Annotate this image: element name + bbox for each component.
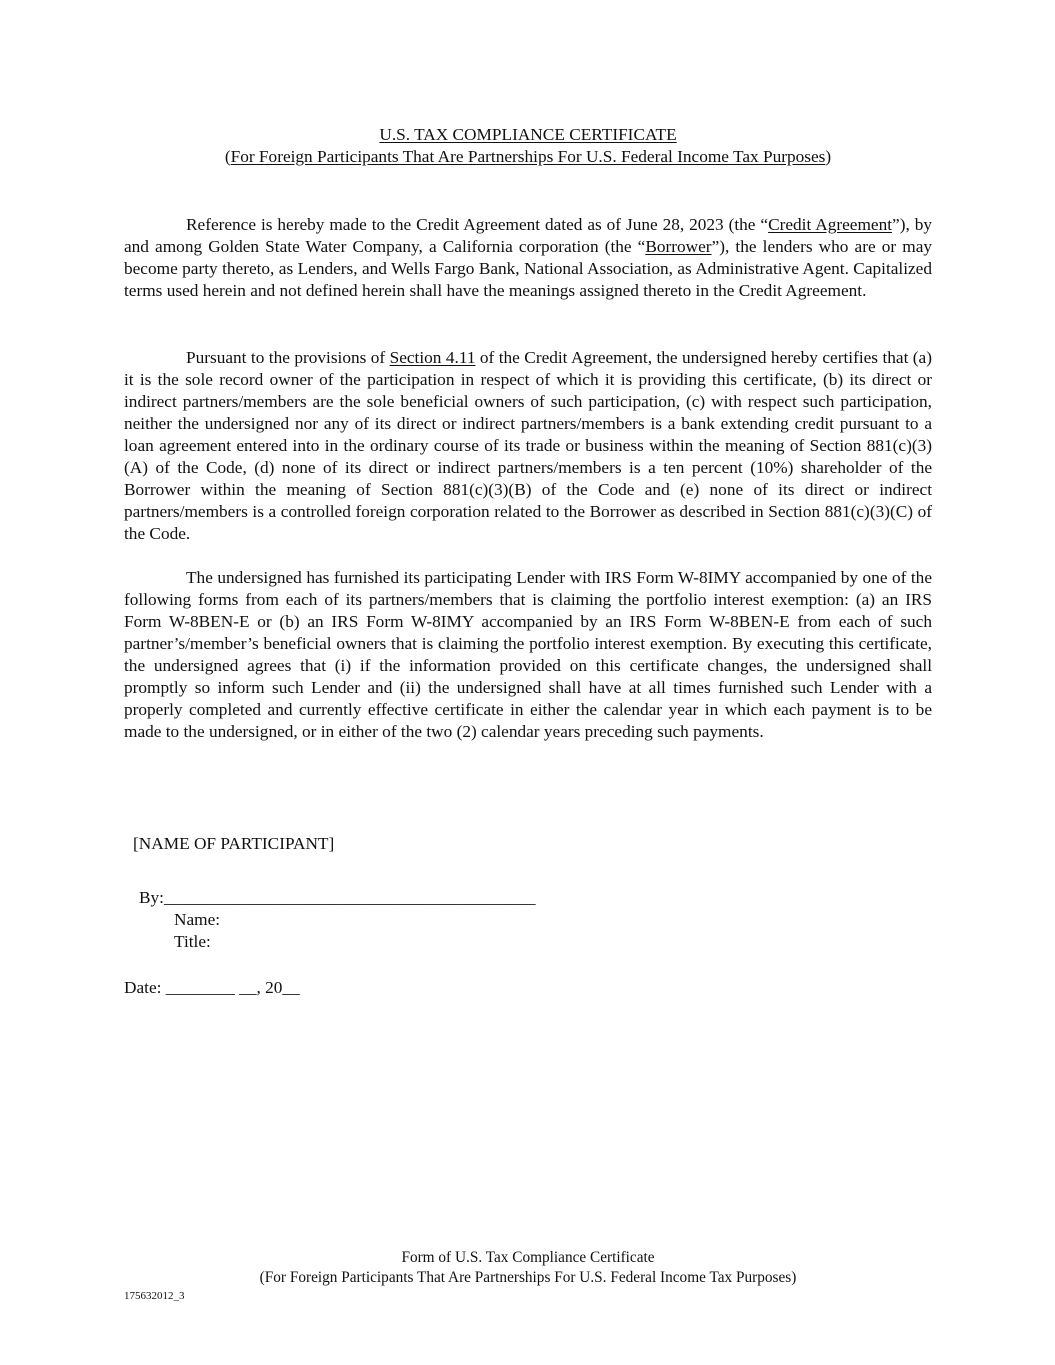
certificate-title — [124, 124, 932, 168]
paragraph-forms: The undersigned has furnished its participating Lender with IRS Form W-8IMY accompanied by one of the following forms from each of its partners/members that is claiming the portfolio interest exemption: (a) an IRS Form W-8BEN-E or (b) an IRS Form W-8IMY accompanied by an IRS Form W-8BEN-E from each of such partner’s/member’s beneficial owners that is claiming the portfolio interest exemption. By executing this certificate, the undersigned agrees that (i) if the information provided on this certificate changes, the undersigned shall promptly so inform such Lender and (ii) the undersigned shall have at all times furnished such Lender with a properly completed and currently effective certificate in either the calendar year in which each payment is to be made to the undersigned, or in either of the two (2) calendar years preceding such payments. — [124, 568, 932, 741]
title-line2-text: For Foreign Participants That Are Partnerships For U.S. Federal Income Tax Purposes — [230, 147, 826, 166]
document-number: 175632012_3 — [124, 1290, 185, 1302]
footer-line2: (For Foreign Participants That Are Partnerships For U.S. Federal Income Tax Purposes) — [259, 1269, 797, 1286]
page-footer — [124, 1248, 932, 1288]
credit-agreement-term: Credit Agreement — [768, 215, 893, 234]
footer-line1: Form of U.S. Tax Compliance Certificate — [401, 1249, 655, 1266]
signer-title-label: Title: — [174, 932, 211, 951]
title-line2: (For Foreign Participants That Are Partnerships For U.S. Federal Income Tax Purposes) — [224, 147, 832, 166]
signature-line: By:___________________________________________ — [139, 888, 536, 907]
borrower-term: Borrower — [645, 237, 712, 256]
paragraph-reference: Reference is hereby made to the Credit Agreement dated as of June 28, 2023 (the “Credit Agreement”), by and among Golden State Water Company, a California corporation (the “Borrower”), the lenders who are or may become party thereto, as Lenders, and Wells Fargo Bank, National Association, as Administrative Agent. Capitalized terms used herein and not defined herein shall have the meanings assigned thereto in the Credit Agreement. — [124, 215, 932, 300]
date-line: Date: ________ __, 20__ — [124, 978, 300, 997]
participant-name-placeholder: [NAME OF PARTICIPANT] — [133, 834, 335, 853]
signer-name-label: Name: — [174, 910, 221, 929]
section-reference: Section 4.11 — [389, 348, 476, 367]
title-line1: U.S. TAX COMPLIANCE CERTIFICATE — [379, 125, 677, 144]
paragraph-certification: Pursuant to the provisions of Section 4.11 of the Credit Agreement, the undersigned hereby certifies that (a) it is the sole record owner of the participation in respect of which it is providing this certificate, (b) its direct or indirect partners/members are the sole beneficial owners of such participation, (c) with respect such participation, neither the undersigned nor any of its direct or indirect partners/members is a bank extending credit pursuant to a loan agreement entered into in the ordinary course of its trade or business within the meaning of Section 881(c)(3)(A) of the Code, (d) none of its direct or indirect partners/members is a ten percent (10%) shareholder of the Borrower within the meaning of Section 881(c)(3)(B) of the Code and (e) none of its direct or indirect partners/members is a controlled foreign corporation related to the Borrower as described in Section 881(c)(3)(C) of the Code. — [124, 348, 932, 543]
